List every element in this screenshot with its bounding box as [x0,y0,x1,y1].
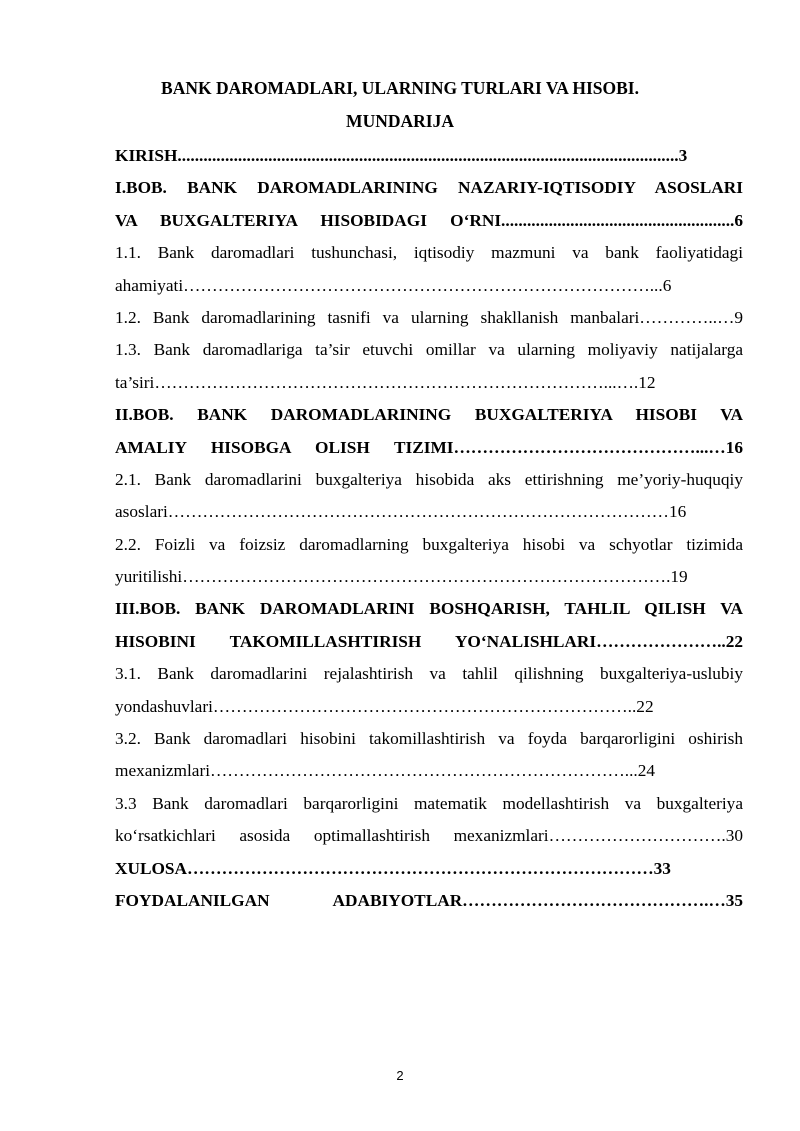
toc-line: 3.2. Bank daromadlari hisobini takomillashtirish va foyda barqarorligini oshirish [115,729,743,749]
toc-line: ko‘rsatkichlari asosida optimallashtirish mexanizmlari………………………….30 [115,826,743,846]
toc-line: II.BOB. BANK DAROMADLARINING BUXGALTERIYA HISOBI VA [115,405,743,425]
toc-line: 1.3. Bank daromadlariga ta’sir etuvchi omillar va ularning moliyaviy natijalarga [115,340,743,360]
toc-line: III.BOB. BANK DAROMADLARINI BOSHQARISH, TAHLIL QILISH VA [115,599,743,619]
toc-line: mexanizmlari………………………………………………………………...24 [115,761,655,781]
toc-line: ta’siri……………………………………………………………………...….12 [115,372,656,392]
toc-heading: MUNDARIJA [346,111,454,131]
toc-line: 2.1. Bank daromadlarini buxgalteriya hisobida aks ettirishning me’yoriy-huquqiy [115,469,743,489]
document-title: BANK DAROMADLARI, ULARNING TURLARI VA HISOBI. [161,78,639,98]
toc-line: yondashuvlari………………………………………………………………..22 [115,696,654,716]
toc-line: 2.2. Foizli va foizsiz daromadlarning buxgalteriya hisobi va schyotlar tizimida [115,534,743,554]
toc-line: FOYDALANILGAN ADABIYOTLAR…………………………………….…35 [115,890,743,910]
toc-line: AMALIY HISOBGA OLISH TIZIMI……………………………………...…16 [115,437,743,457]
toc-line: 3.3 Bank daromadlari barqarorligini matematik modellashtirish va buxgalteriya [115,793,743,813]
table-of-contents [115,140,743,917]
toc-line: XULOSA………………………………………………………………………33 [115,858,671,878]
toc-line: I.BOB. BANK DAROMADLARINING NAZARIY-IQTISODIY ASOSLARI [115,178,743,198]
toc-line: 1.1. Bank daromadlari tushunchasi, iqtisodiy mazmuni va bank faoliyatidagi [115,243,743,263]
toc-line: yuritilishi………………………………………………………………………….19 [115,567,688,587]
toc-line: KIRISH....................................................................................................................3 [115,146,688,165]
toc-line: 3.1. Bank daromadlarini rejalashtirish va tahlil qilishning buxgalteriya-uslubiy [115,664,743,684]
toc-line: 1.2. Bank daromadlarining tasnifi va ularning shakllanish manbalari…………..…9 [115,307,743,327]
page-number: 2 [396,1068,404,1083]
toc-line: VA BUXGALTERIYA HISOBIDAGI O‘RNI......................................................6 [115,210,743,230]
toc-line: asoslari……………………………………………………………………………16 [115,502,687,522]
toc-line: HISOBINI TAKOMILLASHTIRISH YO‘NALISHLARI…………………..22 [115,631,743,651]
toc-line: ahamiyati………………………………………………………………………...6 [115,275,672,295]
